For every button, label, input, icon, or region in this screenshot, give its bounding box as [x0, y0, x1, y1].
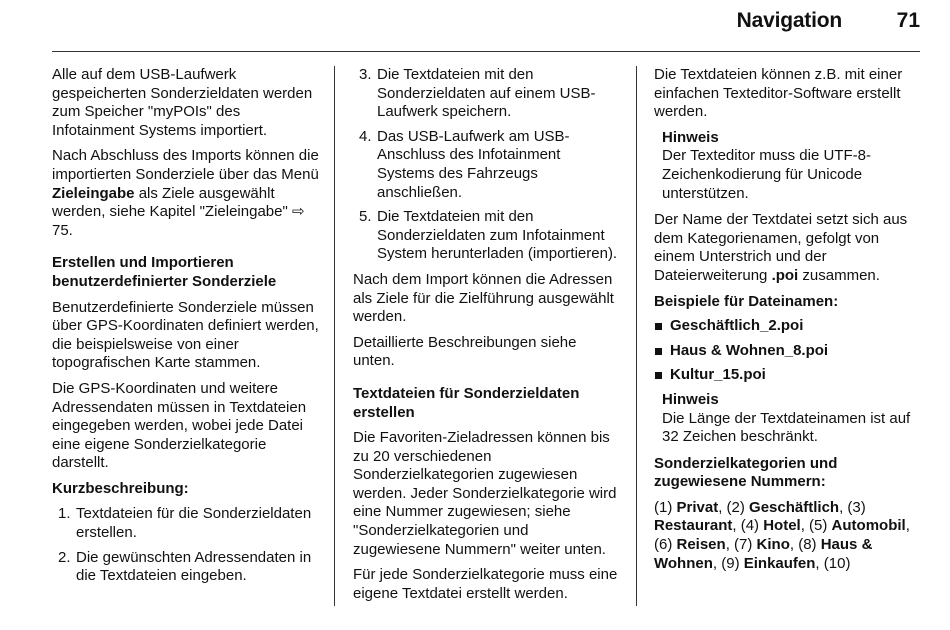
separator: ,	[725, 536, 735, 554]
step-number: 2.	[58, 548, 71, 566]
section-heading: Kurzbeschreibung:	[52, 479, 189, 497]
paragraph: Die GPS-Koordinaten und weitere Adressendaten müssen in Textdateien eingegeben werden, wobei jede Datei eine eigene Sonderzielkategorie darstellt.	[52, 379, 307, 472]
category-name: Privat	[676, 498, 719, 516]
category-name: Geschäftlich	[749, 498, 840, 516]
category-name: Haus & Wohnen	[654, 536, 873, 572]
list-item	[52, 549, 320, 586]
category-number: (2)	[726, 498, 750, 516]
paragraph	[654, 211, 924, 285]
bullet-icon	[655, 372, 662, 379]
step-number: 1.	[58, 505, 71, 523]
category-name: Kino	[756, 536, 790, 554]
note-box	[662, 129, 924, 203]
section-heading: Beispiele für Dateinamen:	[654, 292, 839, 310]
category-name: Reisen	[676, 536, 726, 554]
column-3	[654, 66, 924, 580]
filename: Geschäftlich_2.poi	[670, 317, 804, 335]
separator: ,	[789, 536, 799, 554]
list-item	[654, 317, 924, 336]
column-divider-1	[334, 66, 335, 606]
category-number: (3)	[847, 498, 866, 516]
example-list	[654, 317, 924, 385]
column-2	[353, 66, 619, 610]
text: zusammen.	[798, 266, 880, 284]
list-item	[353, 208, 619, 264]
file-extension: .poi	[771, 266, 799, 284]
category-number: (10)	[823, 554, 851, 572]
separator: ,	[905, 517, 910, 535]
paragraph: Für jede Sonderzielkategorie muss eine eigene Textdatei erstellt werden.	[353, 566, 618, 602]
category-number: (9)	[721, 554, 744, 572]
list-item	[353, 128, 619, 202]
category-number: (8)	[798, 536, 821, 554]
list-item	[353, 66, 619, 122]
paragraph: Die Favoriten-Zieladressen können bis zu 20 verschiedenen Sonderzielkategorien zugewiesen werden. Jeder Sonderzielkategorie wird eine Nummer zugewiesen; siehe "Sonderzielkategorien und zugewiesene Nummern" weiter unten.	[353, 429, 617, 558]
separator: ,	[718, 498, 727, 516]
section-heading: Textdateien für Sonderzieldaten erstellen	[353, 384, 580, 421]
category-list	[654, 499, 924, 573]
category-name: Automobil	[831, 517, 906, 535]
category-number: (5)	[809, 517, 832, 535]
category-name: Einkaufen	[743, 554, 816, 572]
step-text: Textdateien für die Sonderzieldaten erstellen.	[76, 505, 312, 542]
filename: Haus & Wohnen_8.poi	[670, 341, 829, 359]
step-number: 4.	[359, 127, 372, 145]
paragraph	[52, 147, 320, 240]
text: Nach Abschluss des Imports können die importierten Sonderziele über das Menü	[52, 147, 319, 183]
note-text: Die Länge der Textdateinamen ist auf 32 Zeichen beschränkt.	[662, 409, 911, 446]
step-number: 5.	[359, 208, 372, 226]
paragraph: Detaillierte Beschreibungen siehe unten.	[353, 333, 577, 370]
list-item	[654, 342, 924, 361]
note-box	[662, 391, 924, 447]
step-list	[52, 505, 320, 585]
step-number: 3.	[359, 66, 372, 83]
section-heading: Sonderzielkategorien und zugewiesene Nummern:	[654, 454, 838, 491]
paragraph: Nach dem Import können die Adressen als Ziele für die Zielführung ausgewählt werden.	[353, 270, 614, 326]
separator: ,	[732, 517, 741, 535]
page-reference: 75.	[52, 221, 73, 239]
section-title: Navigation	[736, 9, 842, 32]
separator: ,	[712, 554, 722, 572]
category-name: Restaurant	[654, 517, 733, 535]
step-text: Die gewünschten Adressendaten in die Textdateien eingeben.	[76, 548, 312, 585]
text: Der Name der Textdatei setzt sich aus dem Kategorienamen, gefolgt von einem Unterstrich und der Dateierweiterung	[654, 211, 908, 284]
note-title: Hinweis	[662, 390, 719, 408]
step-text: Die Textdateien mit den Sonderzieldaten zum Infotainment System herunterladen (importieren).	[377, 208, 618, 263]
step-list	[353, 66, 619, 264]
category-number: (7)	[734, 536, 757, 554]
menu-name: Zieleingabe	[52, 184, 135, 202]
list-item	[52, 505, 320, 542]
step-text: Die Textdateien mit den Sonderzieldaten auf einem USB-Laufwerk speichern.	[377, 66, 596, 121]
section-heading: Erstellen und Importieren benutzerdefinierter Sonderziele	[52, 254, 277, 290]
step-text: Das USB-Laufwerk am USB-Anschluss des Infotainment Systems des Fahrzeugs anschließen.	[377, 127, 570, 201]
page-header	[0, 0, 950, 52]
bullet-icon	[655, 323, 662, 330]
separator: ,	[800, 517, 810, 535]
paragraph: Alle auf dem USB-Laufwerk gespeicherten Sonderzieldaten werden zum Speicher "myPOIs" des Infotainment Systems importiert.	[52, 66, 313, 139]
paragraph: Die Textdateien können z.B. mit einer einfachen Texteditor-Software erstellt werden.	[654, 66, 903, 121]
category-number: (4)	[740, 517, 764, 535]
header-rule	[52, 51, 920, 52]
list-item	[654, 366, 924, 385]
column-divider-2	[636, 66, 637, 606]
filename: Kultur_15.poi	[670, 366, 766, 384]
text: als Ziele ausgewählt werden, siehe Kapitel "Zieleingabe"	[52, 184, 292, 221]
column-1	[52, 66, 320, 593]
page-number: 71	[896, 9, 920, 32]
separator: ,	[839, 498, 848, 516]
bullet-icon	[655, 348, 662, 355]
category-number: (6)	[654, 536, 677, 554]
category-name: Hotel	[763, 517, 801, 535]
note-title: Hinweis	[662, 128, 719, 146]
paragraph: Benutzerdefinierte Sonderziele müssen über GPS-Koordinaten definiert werden, die beispielsweise von einer topografischen Karte stammen.	[52, 298, 319, 372]
category-number: (1)	[654, 498, 677, 516]
separator: ,	[815, 554, 824, 572]
note-text: Der Texteditor muss die UTF-8-Zeichenkodierung für Unicode unterstützen.	[662, 147, 871, 202]
page-reference-arrow-icon: ⇨	[291, 203, 305, 221]
